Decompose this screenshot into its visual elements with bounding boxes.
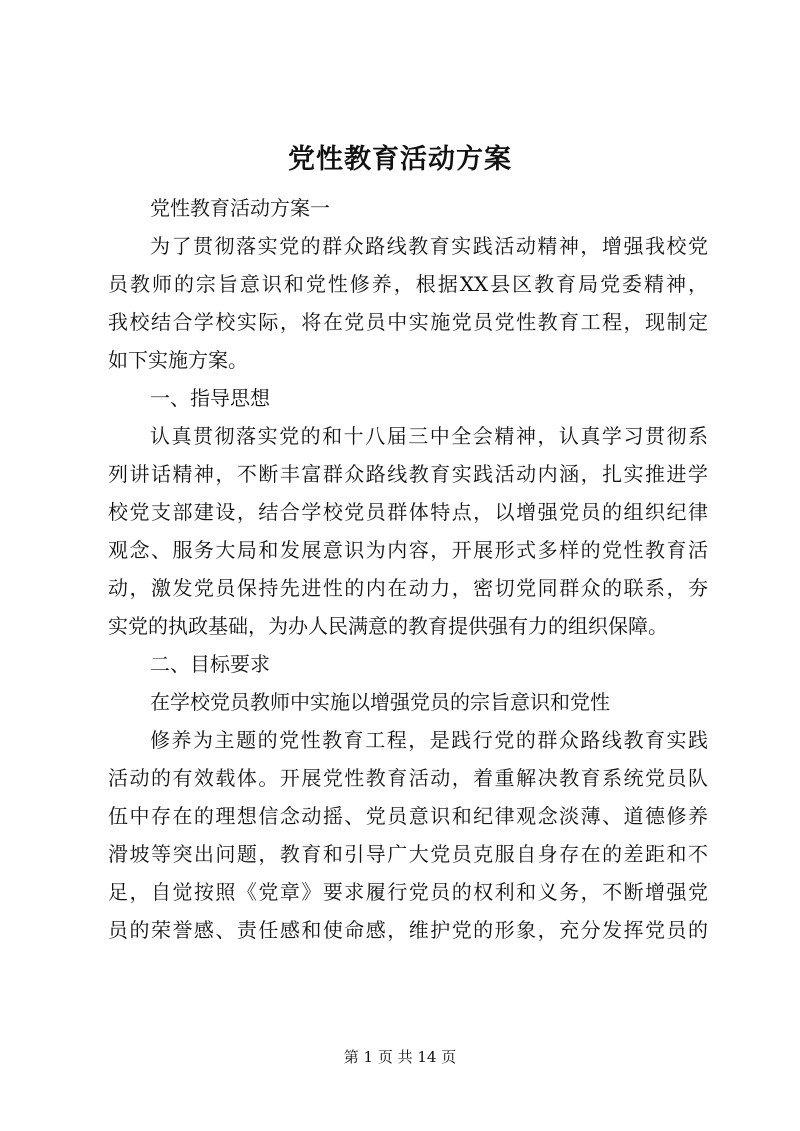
document-body [108,189,708,949]
paragraph-line: 伍中存在的理想信念动摇、党员意识和纪律观念淡薄、道德修养 [108,804,708,828]
paragraph-line: 实党的执政基础，为办人民满意的教育提供强有力的组织保障。 [108,614,668,638]
paragraph-line: 活动的有效载体。开展党性教育活动，着重解决教育系统党员队 [108,766,708,790]
paragraph-line: 观念、服务大局和发展意识为内容，开展形式多样的党性教育活 [108,538,708,562]
paragraph-line: 修养为主题的党性教育工程，是践行党的群众路线教育实践 [150,728,708,752]
paragraph-line: 员教师的宗旨意识和党性修养，根据XX县区教育局党委精神， [108,272,708,296]
document-title: 党性教育活动方案 [288,144,512,175]
paragraph-line: 滑坡等突出问题，教育和引导广大党员克服自身存在的差距和不 [108,842,708,866]
page-footer: 第 1 页 共 14 页 [343,1048,457,1066]
section-heading: 二、目标要求 [150,652,270,676]
paragraph-line: 我校结合学校实际，将在党员中实施党员党性教育工程，现制定 [108,310,708,334]
paragraph-line: 员的荣誉感、责任感和使命感，维护党的形象，充分发挥党员的 [108,918,708,942]
paragraph-line: 认真贯彻落实党的和十八届三中全会精神，认真学习贯彻系 [150,424,708,448]
paragraph-line: 动，激发党员保持先进性的内在动力，密切党同群众的联系，夯 [108,576,708,600]
paragraph-line: 在学校党员教师中实施以增强党员的宗旨意识和党性 [150,690,610,714]
section-heading: 一、指导思想 [150,386,270,410]
paragraph-line: 足，自觉按照《党章》要求履行党员的权利和义务，不断增强党 [108,880,708,904]
paragraph-line: 如下实施方案。 [108,348,248,372]
paragraph-line: 校党支部建设，结合学校党员群体特点，以增强党员的组织纪律 [108,500,708,524]
paragraph-line: 列讲话精神，不断丰富群众路线教育实践活动内涵，扎实推进学 [108,462,708,486]
paragraph-line: 为了贯彻落实党的群众路线教育实践活动精神，增强我校党 [150,234,708,258]
section-heading: 党性教育活动方案一 [150,196,330,220]
